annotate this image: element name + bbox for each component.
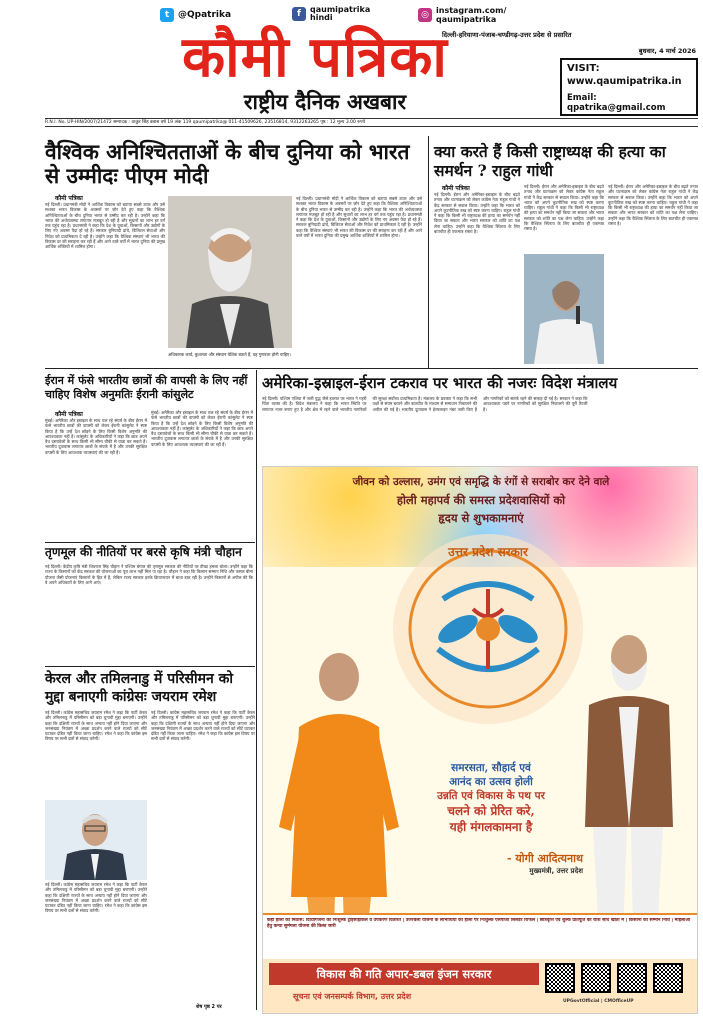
america-headline[interactable]: अमेरिका-इस्राइल-ईरान टकराव पर भारत की नजरः विदेश मंत्रालय — [262, 374, 618, 392]
rahul-body-col2: नई दिल्ली। ईरान और अमेरिका-इस्राइल के बीच बढ़ते तनाव और घटनाक्रम को लेकर कांग्रेस नेता राहुल गांधी ने केंद्र सरकार से सवाल किया। उन्होंने कहा कि भारत को अपने कूटनीतिक रुख को स्पष्ट करना चाहिए। राहुल गांधी ने कहा कि किसी भी राष्ट्राध्यक्ष की हत्या का समर्थन नहीं किया जा सकता और भारत सरकार को शांति का पक्ष लेना चाहिए। उन्होंने कहा कि वैश्विक स्थिरता के लिए बातचीत ही एकमात्र रास्ता है। — [524, 184, 604, 232]
ad-message — [411, 761, 571, 835]
rahul-byline: कौमी पत्रिका — [442, 185, 470, 192]
rahul-illustration — [524, 254, 604, 364]
ad-schemes-strip — [263, 913, 698, 959]
ad-logo-text: उत्तर प्रदेश सरकार — [448, 545, 528, 559]
modi-standing-photo — [563, 617, 693, 957]
social-facebook[interactable] — [292, 6, 402, 22]
rahul-photo — [524, 254, 604, 364]
iran-body-col1: मुंबई। अमेरिका और इस्राइल के साथ चल रहे संघर्ष के बीच ईरान में फंसे भारतीय छात्रों की वापसी को लेकर ईरानी कांसुलेट ने स्पष्ट किया है कि उन्हें देश छोड़ने के लिए किसी विशेष अनुमति की आवश्यकता नहीं है। कांसुलेट के अधिकारियों ने कहा कि छात्र अपने वैध दस्तावेजों के साथ किसी भी सीमा चौकी से यात्रा कर सकते हैं। भारतीय दूतावास लगातार छात्रों के संपर्क में है और उनकी सुरक्षित वापसी के लिए आवश्यक व्यवस्थाएं की जा रही हैं। — [45, 418, 147, 455]
masthead — [0, 0, 703, 125]
social-label: qaumipatrika hindi — [310, 5, 371, 22]
social-label: @Qpatrika — [178, 10, 232, 20]
iran-headline[interactable]: ईरान में फंसे भारतीय छात्रों की वापसी के लिए नहीं चाहिए विशेष अनुमतिः ईरानी कांसुलेट — [45, 374, 248, 401]
ad-message-line: उन्नति एवं विकास के पथ पर — [437, 790, 545, 802]
edition-line: दिल्ली-हरियाणा-पंजाब-चण्डीगढ़-उत्तर प्रदेश से प्रसारित — [442, 31, 572, 39]
rahul-headline[interactable]: क्या करते हैं किसी राष्ट्राध्यक्ष की हत्या का समर्थन ? राहुल गांधी — [434, 142, 666, 180]
trinamool-body: नई दिल्ली। केंद्रीय कृषि मंत्री शिवराज सिंह चौहान ने पश्चिम बंगाल की तृणमूल सरकार की नीतियों पर तीखा हमला बोला। उन्होंने कहा कि राज्य के किसानों को केंद्र सरकार की योजनाओं का पूरा लाभ नहीं मिल पा रहा है। चौहान ने कहा कि किसान सम्मान निधि और फसल बीमा योजना जैसी योजनाएं किसानों के हित में हैं, लेकिन राज्य सरकार इनके क्रियान्वयन में बाधा डाल रही है। उन्होंने किसानों से अपील की कि वे अपने अधिकारों के लिए आगे आएं। — [45, 564, 253, 585]
lead-body-col1: नई दिल्ली। प्रधानमंत्री मोदी ने आर्थिक विकास को बताया सबसे ऊपर और उसे सशक्त भारत विकास के अवसरों पर ज़ोर देते हुए कहा कि वैश्विक अनिश्चितताओं के बीच दुनिया भारत से उम्मीद कर रही है। उन्होंने कहा कि भारत की अर्थव्यवस्था लगातार मज़बूत हो रही है और सुधारों का लाभ हर वर्ग तक पहुंच रहा है। प्रधानमंत्री ने कहा कि देश के युवाओं, किसानों और उद्योगों के लिए नए अवसर पैदा हो रहे हैं। सरकार बुनियादी ढांचे, डिजिटल सेवाओं और निवेश को प्राथमिकता दे रही है। उन्होंने कहा कि वैश्विक संस्थाएं भी भारत की विकास दर की सराहना कर रही हैं और आने वाले वर्षों में भारत दुनिया की प्रमुख आर्थिक शक्तियों में शामिल होगा। — [45, 202, 165, 250]
ad-greeting-line3: हृदय से शुभकामनाएं — [438, 511, 524, 525]
ad-footer — [263, 959, 698, 1014]
info-strip — [45, 118, 698, 127]
info-text: R.N.I. No. UP-HIN/2007/21472 सम्पादक : ठाकुर सिंह डबास वर्ष 19 अंक 119 qaumipatrika@ 011-41509626, 23516814, 9312263265 पृष्ठ : 12 मूल्य 3.00 रुपये — [45, 120, 366, 125]
kerala-body-col1: नई दिल्ली। कांग्रेस महासचिव जयराम रमेश ने कहा कि पार्टी केरल और तमिलनाडु में परिसीमन को बड़ा चुनावी मुद्दा बनाएगी। उन्होंने कहा कि दक्षिणी राज्यों के साथ अन्याय नहीं होने दिया जाएगा और जनसंख्या नियंत्रण में अच्छा प्रदर्शन करने वाले राज्यों को सीटें घटाकर दंडित नहीं किया जाना चाहिए। रमेश ने कहा कि कांग्रेस इस विषय पर सभी दलों से संवाद करेगी। — [45, 710, 147, 742]
ad-greeting-line1: जीवन को उल्लास, उमंग एवं समृद्धि के रंगों से सराबोर कर देने वाले — [352, 476, 610, 488]
website-link[interactable]: www.qaumipatrika.in — [567, 76, 682, 87]
ad-message-line: यही मंगलकामना है — [449, 820, 533, 834]
modi-illustration — [168, 196, 292, 348]
ad-message-line: चलने को प्रेरित करे, — [447, 804, 535, 818]
qr-code-2[interactable] — [581, 963, 611, 993]
ad-message-line: आनंद का उत्सव होली — [449, 776, 533, 788]
kerala-body-col3: नई दिल्ली। कांग्रेस महासचिव जयराम रमेश ने कहा कि पार्टी केरल और तमिलनाडु में परिसीमन को बड़ा चुनावी मुद्दा बनाएगी। उन्होंने कहा कि दक्षिणी राज्यों के साथ अन्याय नहीं होने दिया जाएगा और जनसंख्या नियंत्रण में अच्छा प्रदर्शन करने वाले राज्यों को सीटें घटाकर दंडित नहीं किया जाना चाहिए। रमेश ने कहा कि कांग्रेस इस विषय पर सभी दलों से संवाद करेगी। — [45, 882, 147, 914]
rahul-body-col3: नई दिल्ली। ईरान और अमेरिका-इस्राइल के बीच बढ़ते तनाव और घटनाक्रम को लेकर कांग्रेस नेता राहुल गांधी ने केंद्र सरकार से सवाल किया। उन्होंने कहा कि भारत को अपने कूटनीतिक रुख को स्पष्ट करना चाहिए। राहुल गांधी ने कहा कि किसी भी राष्ट्राध्यक्ष की हत्या का समर्थन नहीं किया जा सकता और भारत सरकार को शांति का पक्ष लेना चाहिए। उन्होंने कहा कि वैश्विक स्थिरता के लिए बातचीत ही एकमात्र रास्ता है। — [608, 184, 698, 227]
ad-designation: मुख्यमंत्री, उत्तर प्रदेश — [529, 867, 583, 875]
rahul-body-col1: नई दिल्ली। ईरान और अमेरिका-इस्राइल के बीच बढ़ते तनाव और घटनाक्रम को लेकर कांग्रेस नेता राहुल गांधी ने केंद्र सरकार से सवाल किया। उन्होंने कहा कि भारत को अपने कूटनीतिक रुख को स्पष्ट करना चाहिए। राहुल गांधी ने कहा कि किसी भी राष्ट्राध्यक्ष की हत्या का समर्थन नहीं किया जा सकता और भारत सरकार को शांति का पक्ष लेना चाहिए। उन्होंने कहा कि वैश्विक स्थिरता के लिए बातचीत ही एकमात्र रास्ता है। — [434, 192, 520, 235]
lead-caption: अधिकारक कार्य, कुशलता और संस्थान वेशिक बताते हैं, वह गुणवत्ता होनी चाहिए। — [168, 352, 291, 357]
instagram-icon: ◎ — [418, 8, 432, 22]
contact-box — [560, 58, 698, 116]
continued-note[interactable]: शेष पृष्ठ 2 पर — [196, 1004, 222, 1010]
ad-schemes-text: कहीं होली की मिठास: दिव्यांगजनों को निःशुल्क ट्राइसाइकिल व उपकरण वितरित | उज्ज्वला योजना के लाभार्थियों को होली पर निःशुल्क एलपीजी सिलेंडर रिफिल | छात्रवृत्ति एवं शुल्क प्रतिपूर्ति की राशि सीधे खातों में | किसानों को सम्मान निधि | महिलाओं हेतु कन्या सुमंगला योजना की किस्त जारी — [267, 918, 691, 929]
column-divider — [428, 136, 429, 368]
social-instagram[interactable] — [418, 6, 558, 24]
kerala-body-col2: नई दिल्ली। कांग्रेस महासचिव जयराम रमेश ने कहा कि पार्टी केरल और तमिलनाडु में परिसीमन को बड़ा चुनावी मुद्दा बनाएगी। उन्होंने कहा कि दक्षिणी राज्यों के साथ अन्याय नहीं होने दिया जाएगा और जनसंख्या नियंत्रण में अच्छा प्रदर्शन करने वाले राज्यों को सीटें घटाकर दंडित नहीं किया जाना चाहिए। रमेश ने कहा कि कांग्रेस इस विषय पर सभी दलों से संवाद करेगी। — [151, 710, 255, 742]
kerala-headline[interactable]: केरल और तमिलनाडु में परिसीमन को मुद्दा बनाएगी कांग्रेसः जयराम रमेश — [45, 671, 234, 705]
ad-message-line: समरसता, सौहार्द एवं — [451, 762, 531, 774]
social-label: instagram.com/ qaumipatrika — [436, 6, 507, 24]
column-divider — [256, 370, 257, 1010]
facebook-icon: f — [292, 7, 306, 21]
ad-signature: - योगी आदित्यनाथ — [507, 852, 583, 865]
qr-code-3[interactable] — [617, 963, 647, 993]
ad-handles: UPGovtOfficial | CMOfficeUP — [563, 999, 634, 1004]
holi-advertisement[interactable] — [262, 466, 698, 1014]
qr-code-4[interactable] — [653, 963, 683, 993]
modi-photo — [168, 196, 292, 348]
jairam-photo — [45, 800, 147, 880]
qr-code-1[interactable] — [545, 963, 575, 993]
email-link[interactable]: Email: qpatrika@gmail.com — [567, 93, 666, 113]
issue-date: बुधवार, 4 मार्च 2026 — [638, 47, 696, 55]
iran-byline: कौमी पत्रिका — [55, 411, 83, 418]
lead-headline[interactable]: वैश्विक अनिश्चितताओं के बीच दुनिया को भारत से उम्मीदः पीएम मोदी — [45, 139, 410, 188]
masthead-title: कौमी पत्रिका — [182, 24, 448, 90]
horizontal-rule — [45, 368, 698, 369]
masthead-subtitle: राष्ट्रीय दैनिक अखबार — [243, 89, 407, 114]
jairam-illustration — [45, 800, 147, 880]
horizontal-rule — [45, 542, 255, 543]
lead-body-col3: नई दिल्ली। प्रधानमंत्री मोदी ने आर्थिक विकास को बताया सबसे ऊपर और उसे सशक्त भारत विकास के अवसरों पर ज़ोर देते हुए कहा कि वैश्विक अनिश्चितताओं के बीच दुनिया भारत से उम्मीद कर रही है। उन्होंने कहा कि भारत की अर्थव्यवस्था लगातार मज़बूत हो रही है और सुधारों का लाभ हर वर्ग तक पहुंच रहा है। प्रधानमंत्री ने कहा कि देश के युवाओं, किसानों और उद्योगों के लिए नए अवसर पैदा हो रहे हैं। सरकार बुनियादी ढांचे, डिजिटल सेवाओं और निवेश को प्राथमिकता दे रही है। उन्होंने कहा कि वैश्विक संस्थाएं भी भारत की विकास दर की सराहना कर रही हैं और आने वाले वर्षों में भारत दुनिया की प्रमुख आर्थिक शक्तियों में शामिल होगा। — [296, 196, 422, 239]
iran-body-col2: मुंबई। अमेरिका और इस्राइल के साथ चल रहे संघर्ष के बीच ईरान में फंसे भारतीय छात्रों की वापसी को लेकर ईरानी कांसुलेट ने स्पष्ट किया है कि उन्हें देश छोड़ने के लिए किसी विशेष अनुमति की आवश्यकता नहीं है। कांसुलेट के अधिकारियों ने कहा कि छात्र अपने वैध दस्तावेजों के साथ किसी भी सीमा चौकी से यात्रा कर सकते हैं। भारतीय दूतावास लगातार छात्रों के संपर्क में है और उनकी सुरक्षित वापसी के लिए आवश्यक व्यवस्थाएं की जा रही हैं। — [151, 410, 253, 447]
horizontal-rule — [45, 666, 255, 667]
twitter-icon: t — [160, 8, 174, 22]
ad-footer-dept: सूचना एवं जनसम्पर्क विभाग, उत्तर प्रदेश — [293, 992, 412, 1001]
lead-byline: कौमी पत्रिका — [55, 195, 83, 202]
trinamool-headline[interactable]: तृणमूल की नीतियों पर बरसे कृषि मंत्री चौहान — [45, 545, 242, 559]
modi-standing-illustration — [563, 617, 693, 957]
america-body: नई दिल्ली। पश्चिम एशिया में जारी युद्ध जैसे हालात पर भारत ने गहरी चिंता व्यक्त की है। विदेश मंत्रालय ने कहा कि भारत स्थिति पर लगातार नज़र बनाए हुए है और क्षेत्र में रहने वाले भारतीय नागरिकों की सुरक्षा सर्वोच्च प्राथमिकता है। मंत्रालय के प्रवक्ता ने कहा कि सभी पक्षों से संयम बरतने और बातचीत के माध्यम से समाधान निकालने की अपील की गई है। भारतीय दूतावास ने हेल्पलाइन नंबर जारी किए हैं और नागरिकों को सतर्क रहने की सलाह दी गई है। सरकार ने कहा कि आवश्यकता पड़ने पर नागरिकों को सुरक्षित निकालने की पूरी तैयारी है। — [262, 396, 588, 412]
ad-footer-slogan: विकास की गति अपार-डबल इंजन सरकार — [269, 963, 539, 985]
visit-label: VISIT: — [567, 63, 600, 74]
social-twitter[interactable] — [160, 8, 231, 22]
ad-greeting-line2: होली महापर्व की समस्त प्रदेशवासियों को — [396, 493, 566, 507]
